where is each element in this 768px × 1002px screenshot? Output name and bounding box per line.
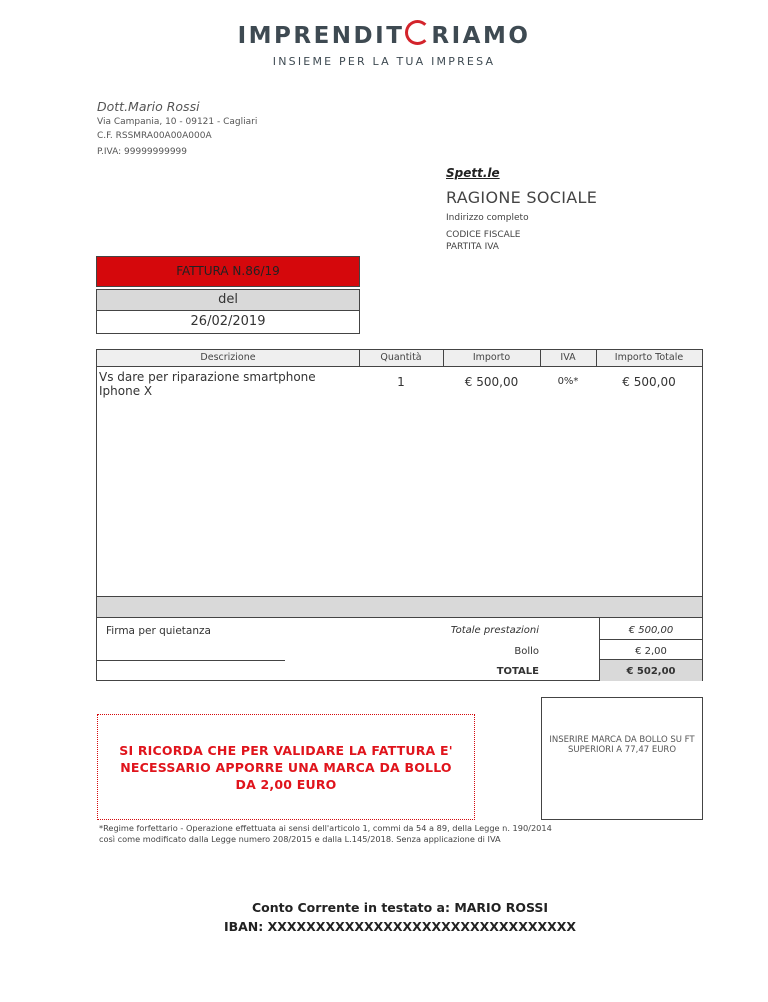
seller-cf: C.F. RSSMRA00A00A000A (97, 131, 212, 141)
stamp-box: INSERIRE MARCA DA BOLLO SU FT SUPERIORI A 77,47 EURO (541, 697, 703, 820)
totale-value: € 502,00 (626, 666, 676, 677)
totale-prestazioni-value: € 500,00 (628, 625, 674, 636)
header-amount: Importo (443, 350, 540, 367)
column-divider (443, 350, 444, 367)
seller-address: Via Campania, 10 - 09121 - Cagliari (97, 117, 258, 127)
bollo-notice (97, 714, 475, 820)
customer-address: Indirizzo completo (446, 213, 529, 223)
table-spacer-band (97, 596, 702, 618)
invoice-date: 26/02/2019 (96, 311, 360, 334)
logo-text-end: RIAMO (431, 23, 531, 49)
column-divider (596, 350, 597, 367)
customer-cf: CODICE FISCALE (446, 230, 521, 240)
logo-o-swirl-icon (405, 20, 430, 45)
signature-line (97, 660, 285, 661)
customer-piva: PARTITA IVA (446, 242, 499, 252)
header-description: Descrizione (97, 350, 359, 367)
row-amount: € 500,00 (464, 375, 519, 389)
totale-prestazioni-label: Totale prestazioni (450, 625, 539, 636)
logo-text-start: IMPRENDIT (237, 23, 405, 49)
column-divider (359, 350, 360, 367)
summary-divider (599, 639, 702, 640)
bollo-label: Bollo (514, 646, 539, 657)
header-total: Importo Totale (596, 350, 702, 367)
totale-label: TOTALE (496, 666, 539, 677)
row-total: € 500,00 (622, 375, 676, 389)
invoice-number: FATTURA N.86/19 (96, 256, 360, 287)
invoice-del-label: del (96, 289, 360, 311)
customer-salutation: Spett.le (446, 166, 500, 180)
row-description: Vs dare per riparazione smartphone Iphone X (99, 370, 316, 398)
customer-company: RAGIONE SOCIALE (446, 188, 598, 207)
seller-name: Dott.Mario Rossi (97, 99, 200, 114)
seller-piva: P.IVA: 99999999999 (97, 147, 187, 157)
header-quantity: Quantità (359, 350, 443, 367)
row-quantity: 1 (397, 375, 405, 389)
row-vat: 0%* (557, 376, 579, 387)
bank-account-holder: Conto Corrente in testato a: MARIO ROSSI (251, 900, 549, 915)
regime-footnote: *Regime forfettario - Operazione effettuata ai sensi dell'articolo 1, commi da 54 a 89, della Legge n. 190/2014 così come modificato dalla Legge numero 208/2015 e dalla L.145/2018. Senza applicazione di IVA (99, 823, 552, 844)
logo-tagline: INSIEME PER LA TUA IMPRESA (272, 55, 496, 68)
signature-label: Firma per quietanza (106, 625, 211, 637)
bollo-value: € 2,00 (635, 646, 667, 657)
bollo-notice-text: SI RICORDA CHE PER VALIDARE LA FATTURA E' NECESSARIO APPORRE UNA MARCA DA BOLLO DA 2,00 EURO (119, 742, 453, 792)
bank-iban: IBAN: XXXXXXXXXXXXXXXXXXXXXXXXXXXXXXXX (223, 919, 577, 934)
items-table (96, 349, 703, 681)
logo (0, 18, 768, 49)
column-divider (540, 350, 541, 367)
header-vat: IVA (540, 350, 596, 367)
